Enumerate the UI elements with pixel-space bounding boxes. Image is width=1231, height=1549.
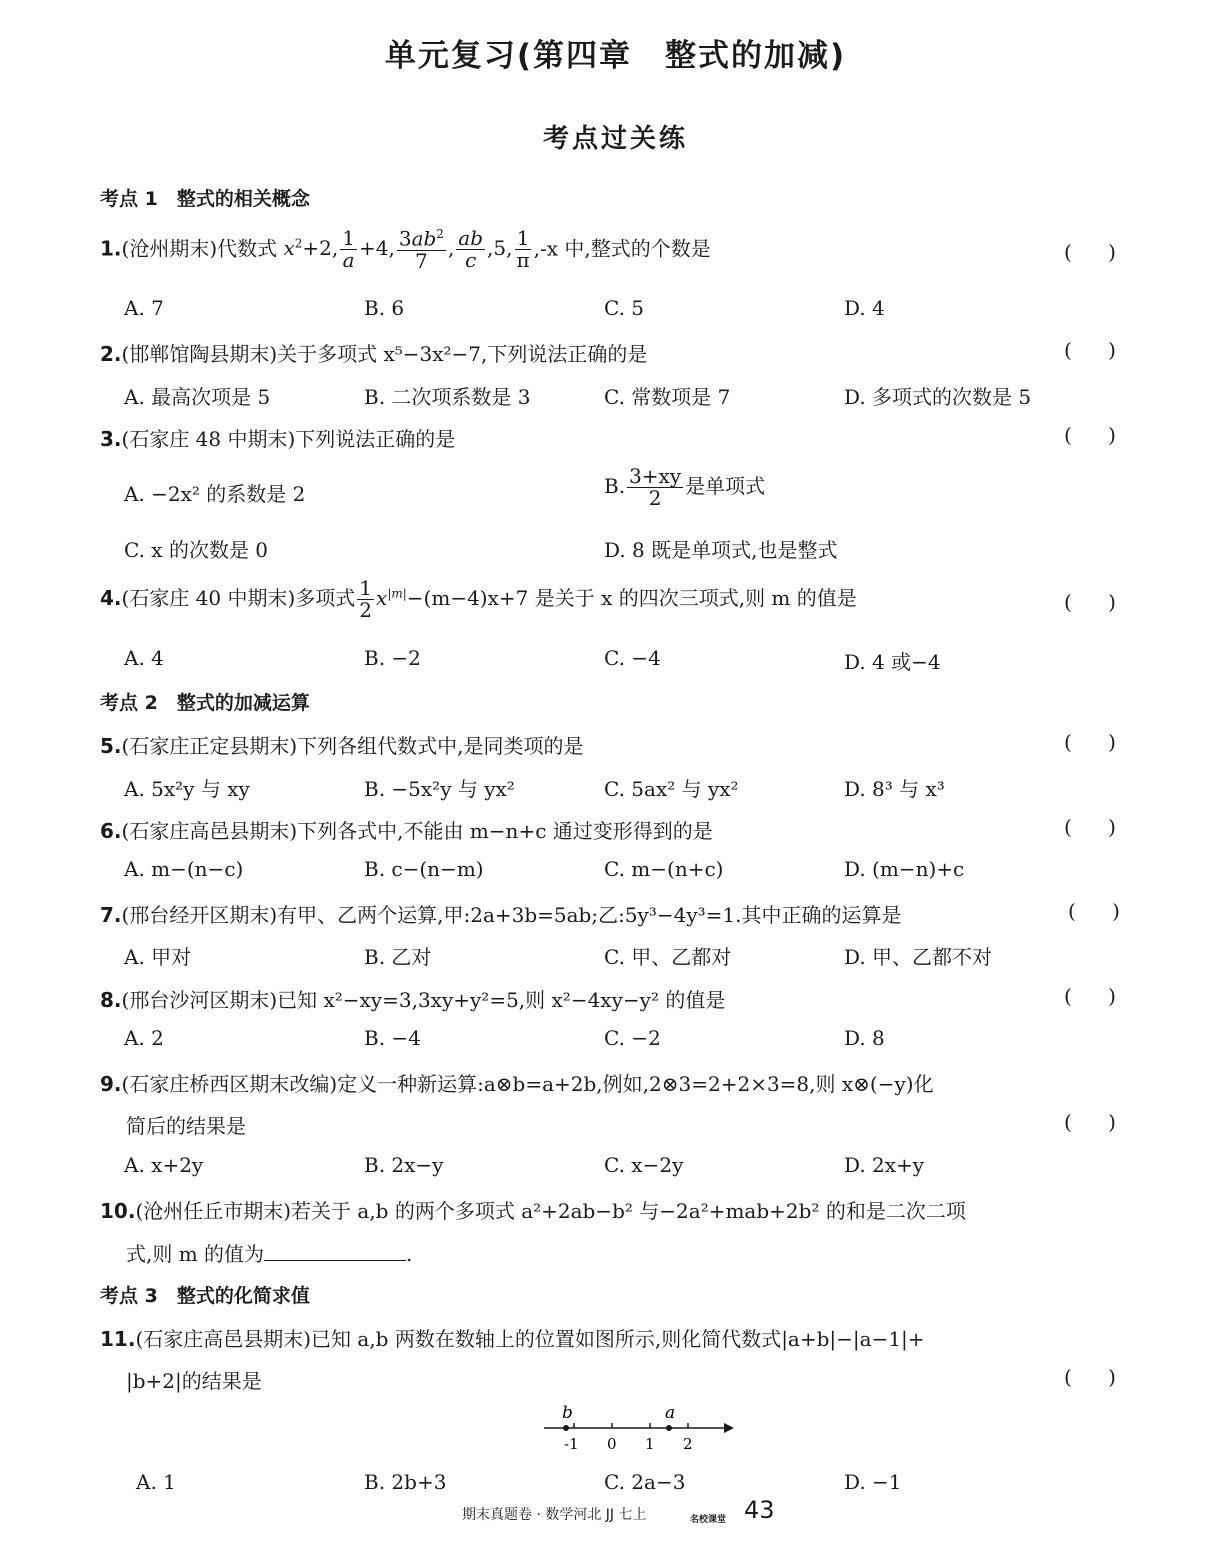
option-b: B. 6 [364, 296, 405, 320]
option-c: C. 5ax² 与 yx² [604, 777, 739, 801]
option-c: C. 2a−3 [604, 1470, 686, 1494]
page-number: 43 [744, 1496, 775, 1524]
option-d: D. 4 或−4 [844, 650, 941, 674]
question-8-text: (邢台沙河区期末)已知 x²−xy=3,3xy+y²=5,则 x²−4xy−y² 的值是 [121, 988, 726, 1012]
option-b: B. −4 [364, 1026, 421, 1050]
question-7-text: (邢台经开区期末)有甲、乙两个运算,甲:2a+3b=5ab;乙:5y³−4y³=1.其中正确的运算是 [121, 903, 902, 927]
option-a: A. x+2y [124, 1153, 204, 1177]
option-d: D. 8 [844, 1026, 885, 1050]
answer-parentheses: ( ) [1064, 590, 1116, 614]
number-line [538, 1402, 738, 1458]
question-8 [100, 984, 725, 1013]
question-10-continuation: 式,则 m 的值为 . [126, 1242, 413, 1266]
question-number: 2. [100, 342, 122, 366]
question-number: 7. [100, 903, 122, 927]
label-a: a [665, 1403, 676, 1423]
option-b: B. c−(n−m) [364, 857, 484, 881]
question-3 [100, 423, 455, 452]
option-a: A. 甲对 [124, 945, 192, 969]
answer-blank[interactable] [264, 1242, 406, 1261]
question-2-text: (邯郸馆陶县期末)关于多项式 x⁵−3x²−7,下列说法正确的是 [121, 342, 648, 366]
question-5 [100, 730, 583, 759]
fraction-1-over-a: $\frac{1}{a}$ [342, 226, 355, 273]
question-5-text: (石家庄正定县期末)下列各组代数式中,是同类项的是 [121, 734, 584, 758]
answer-parentheses: ( ) [1064, 423, 1116, 447]
option-a: A. −2x² 的系数是 2 [124, 482, 306, 506]
tick-label: 0 [607, 1435, 617, 1453]
question-9 [100, 1068, 934, 1097]
answer-parentheses: ( ) [1064, 338, 1116, 362]
question-number: 1. [100, 236, 122, 261]
option-a: A. 5x²y 与 xy [124, 777, 250, 801]
question-6-text: (石家庄高邑县期末)下列各式中,不能由 m−n+c 通过变形得到的是 [121, 819, 713, 843]
question-9-continuation: 简后的结果是 [126, 1114, 246, 1138]
question-4-source: (石家庄 40 中期末)多项式 [121, 586, 356, 610]
option-d: D. 8 既是单项式,也是整式 [604, 538, 838, 562]
answer-parentheses: ( ) [1064, 984, 1116, 1008]
option-d: D. (m−n)+c [844, 857, 965, 881]
point-b [563, 1425, 569, 1431]
question-11 [100, 1323, 925, 1352]
page-title: 单元复习(第四章 整式的加减) [384, 38, 847, 74]
option-a: A. 7 [124, 296, 164, 320]
option-c: C. −4 [604, 646, 661, 670]
question-number: 9. [100, 1072, 122, 1096]
tick-label: 2 [683, 1435, 693, 1453]
answer-parentheses: ( ) [1064, 1110, 1116, 1134]
option-d: D. 2x+y [844, 1153, 925, 1177]
answer-parentheses: ( ) [1064, 815, 1116, 839]
option-b: B. −5x²y 与 yx² [364, 777, 515, 801]
option-c: C. m−(n+c) [604, 857, 724, 881]
question-number: 5. [100, 734, 122, 758]
answer-parentheses: ( ) [1064, 240, 1116, 264]
section-heading-2: 考点 2 整式的加减运算 [100, 692, 310, 714]
option-c: C. x 的次数是 0 [124, 538, 269, 562]
question-number: 6. [100, 819, 122, 843]
option-d: D. 4 [844, 296, 885, 320]
footer-text: 期末真题卷 · 数学河北 JJ 七上 [462, 1507, 647, 1523]
option-b: B. 2b+3 [364, 1470, 447, 1494]
question-4: 4.(石家庄 40 中期末)多项式 $\frac{1}{2}$ $x^{|m|}-(m-4)x+7$ 是关于 x 的四次三项式,则 m 的值是 [100, 576, 857, 622]
section-heading-3: 考点 3 整式的化简求值 [100, 1285, 310, 1307]
question-6 [100, 815, 713, 844]
question-number: 10. [100, 1199, 136, 1223]
question-1-text-end: ,-x 中,整式的个数是 [533, 236, 711, 261]
tick-label: 1 [645, 1435, 655, 1453]
option-a: A. 最高次项是 5 [124, 385, 271, 409]
option-d: D. 甲、乙都不对 [844, 945, 993, 969]
question-11-text: (石家庄高邑县期末)已知 a,b 两数在数轴上的位置如图所示,则化简代数式|a+b|−|a−1|+ [135, 1327, 925, 1351]
option-a: A. m−(n−c) [124, 857, 244, 881]
option-a: A. 4 [124, 646, 164, 670]
question-4-text-end: −(m−4)x+7 是关于 x 的四次三项式,则 m 的值是 [406, 586, 857, 610]
option-c: C. x−2y [604, 1153, 684, 1177]
question-2 [100, 338, 647, 367]
tick-label: -1 [564, 1435, 579, 1453]
option-c: C. 5 [604, 296, 645, 320]
section-heading-1: 考点 1 整式的相关概念 [100, 188, 310, 210]
option-b: B. 乙对 [364, 945, 432, 969]
option-d: D. −1 [844, 1470, 902, 1494]
option-a: A. 2 [124, 1026, 164, 1050]
brand-logo: 名校课堂 [690, 1515, 727, 1525]
question-3-text: (石家庄 48 中期末)下列说法正确的是 [121, 427, 456, 451]
option-b: B. 2x−y [364, 1153, 444, 1177]
option-b: B. −2 [364, 646, 421, 670]
page-subtitle: 考点过关练 [542, 124, 688, 154]
option-a: A. 1 [136, 1470, 176, 1494]
option-b: B. $\frac{3+xy}{2}$ 是单项式 [604, 464, 766, 510]
option-d: D. 8³ 与 x³ [844, 777, 945, 801]
point-a [666, 1425, 672, 1431]
option-c: C. −2 [604, 1026, 661, 1050]
answer-parentheses: ( ) [1064, 1365, 1116, 1389]
question-number: 11. [100, 1327, 136, 1351]
fraction-3-plus-xy-over-2: $\frac{3+xy}{2}$ [629, 464, 682, 510]
fraction-ab-over-c: $\frac{ab}{c}$ [458, 226, 484, 273]
question-1-expr: $x^2+2$, $\frac{1}{a}$ +4, $\frac{3ab^2}{7}$ , $\frac{ab}{c}$ ,5, $\frac{1}{\pi}$ [283, 226, 530, 273]
fraction-3ab2-over-7: $\frac{3ab^2}{7}$ [398, 226, 444, 273]
option-c: C. 常数项是 7 [604, 385, 731, 409]
option-b: B. 二次项系数是 3 [364, 385, 531, 409]
answer-parentheses: ( ) [1068, 899, 1120, 923]
fraction-1-over-2: $\frac{1}{2}$ [359, 576, 373, 622]
option-d: D. 多项式的次数是 5 [844, 385, 1032, 409]
question-number: 3. [100, 427, 122, 451]
question-1 [100, 228, 711, 272]
label-b: b [562, 1403, 573, 1423]
fraction-1-over-pi: $\frac{1}{\pi}$ [516, 226, 530, 273]
question-number: 8. [100, 988, 122, 1012]
question-9-text: (石家庄桥西区期末改编)定义一种新运算:a⊗b=a+2b,例如,2⊗3=2+2×3=8,则 x⊗(−y)化 [121, 1072, 934, 1096]
question-11-continuation: |b+2|的结果是 [126, 1369, 262, 1393]
option-c: C. 甲、乙都对 [604, 945, 732, 969]
question-7 [100, 899, 902, 928]
question-10-text: (沧州任丘市期末)若关于 a,b 的两个多项式 a²+2ab−b² 与−2a²+mab+2b² 的和是二次二项 [135, 1199, 966, 1223]
arrow-right-icon [724, 1423, 734, 1433]
question-1-source: (沧州期末)代数式 [121, 236, 278, 261]
question-10 [100, 1195, 966, 1224]
question-number: 4. [100, 586, 122, 610]
answer-parentheses: ( ) [1064, 730, 1116, 754]
